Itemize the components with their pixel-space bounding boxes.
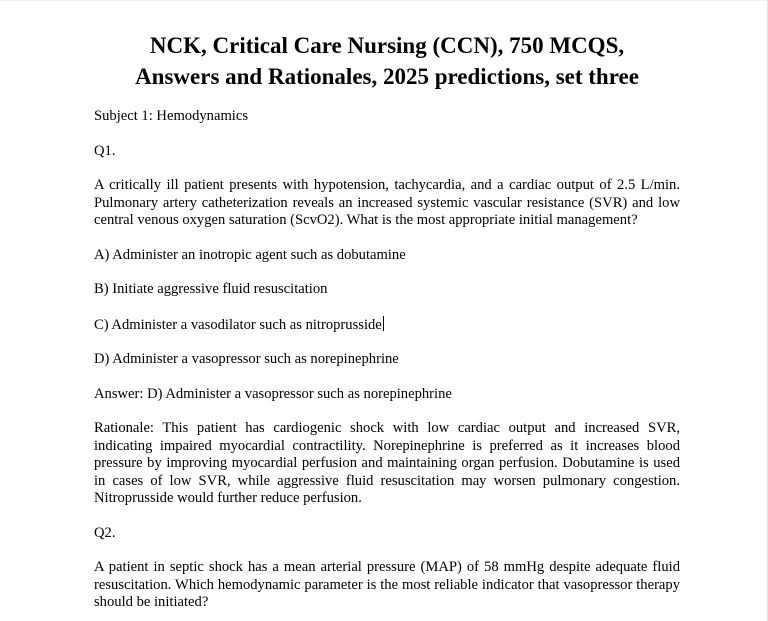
page-top-border [0,0,768,1]
option-a-q1: A) Administer an inotropic agent such as dobutamine [94,246,406,263]
rationale-q1: Rationale: This patient has cardiogenic shock with low cardiac output and increased SVR, indicating impaired myocardial contractility. Norepinephrine is preferred as it increases blood pressure by improving myocardial perfusion and maintaining organ perfusion. Dobutamine is used in cases of low SVR, while aggressive fluid resuscitation may worsen pulmonary congestion. Nitroprusside would further reduce perfusion. [94,420,680,506]
question-stem-q1: A critically ill patient presents with hypotension, tachycardia, and a cardiac output of 2.5 L/min. Pulmonary artery catheterization reveals an increased systemic vascular resistance (SVR) and low central venous oxygen saturation (ScvO2). What is the most appropriate initial management? [94,177,680,228]
option-c-q1-line [94,316,680,335]
document-title [74,30,700,92]
title-line-2: Answers and Rationales, 2025 predictions, set three [135,64,639,89]
answer-q1: Answer: D) Administer a vasopressor such as norepinephrine [94,385,452,402]
option-d-q1: D) Administer a vasopressor such as norepinephrine [94,351,399,367]
option-c-q1: C) Administer a vasodilator such as nitroprusside [94,316,382,333]
question-label-q2: Q2. [94,524,116,541]
text-cursor [383,316,384,331]
document-body[interactable] [94,30,680,612]
subject-heading: Subject 1: Hemodynamics [94,108,249,124]
title-line-1: NCK, Critical Care Nursing (CCN), 750 MCQS, [149,33,625,58]
option-b-q1: B) Initiate aggressive fluid resuscitation [94,281,328,297]
question-label-q1: Q1. [94,142,116,159]
question-stem-q2: A patient in septic shock has a mean arterial pressure (MAP) of 58 mmHg despite adequate fluid resuscitation. Which hemodynamic parameter is the most reliable indicator that vasopressor therapy should be initiated? [94,559,680,610]
